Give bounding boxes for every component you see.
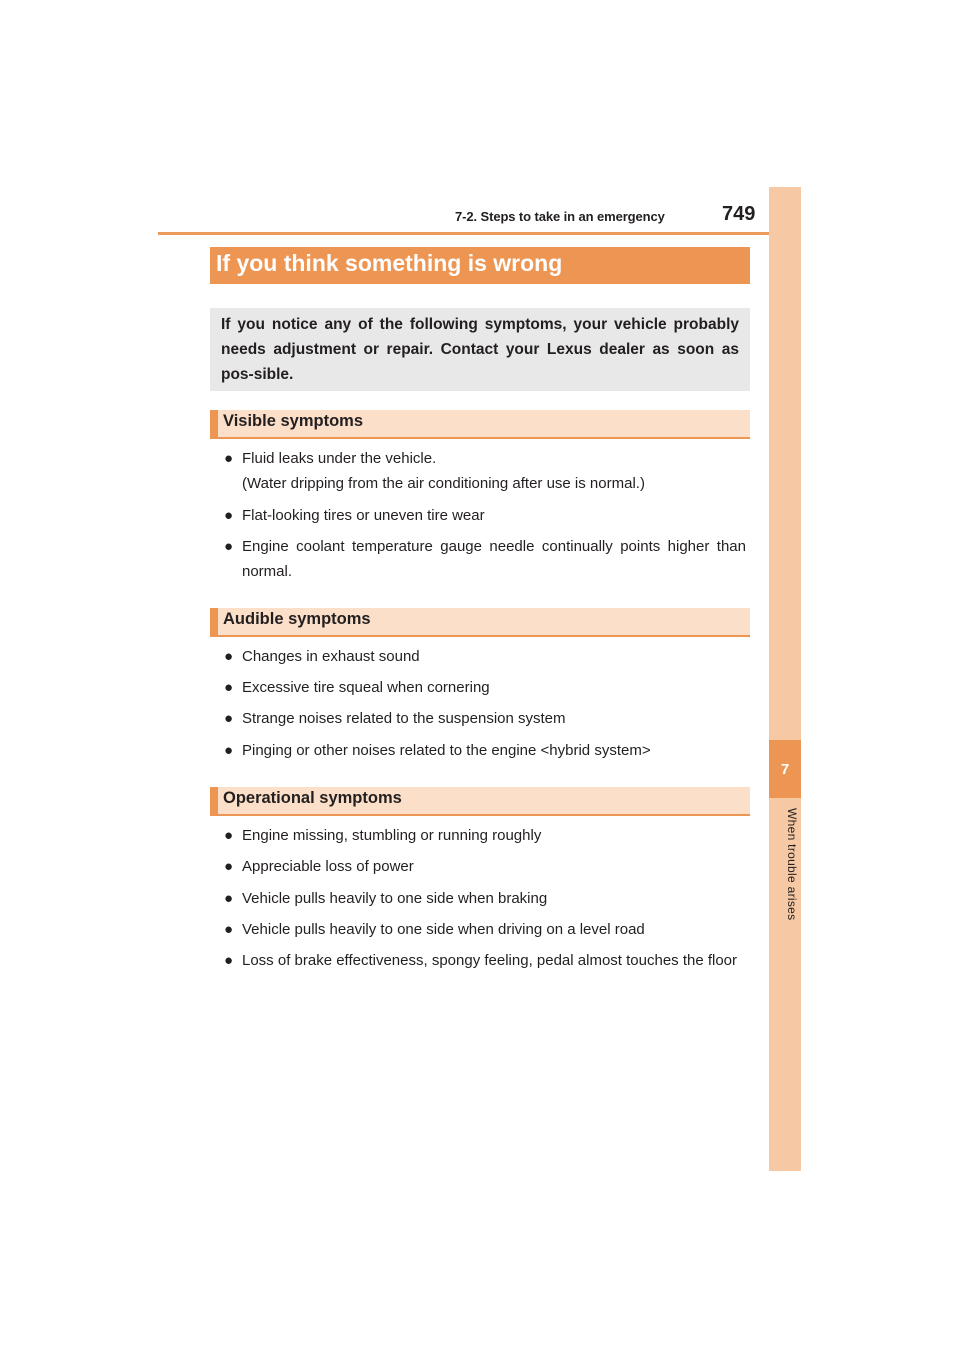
list-item	[224, 503, 746, 528]
bullet-icon: ●	[224, 648, 234, 665]
header-divider	[158, 232, 801, 235]
page-number: 749	[722, 203, 756, 225]
list-item	[224, 948, 746, 973]
list-item-text: Pinging or other noises related to the engine <hybrid system>	[242, 742, 651, 759]
bullet-icon: ●	[224, 538, 234, 555]
list-item-text: Flat-looking tires or uneven tire wear	[242, 507, 485, 524]
list-item-text: Changes in exhaust sound	[242, 648, 420, 665]
list-item-note: (Water dripping from the air conditioning after use is normal.)	[242, 475, 645, 492]
list-item-text: Vehicle pulls heavily to one side when driving on a level road	[242, 921, 645, 938]
bullet-icon: ●	[224, 858, 234, 875]
section-accent-bar	[210, 787, 218, 814]
section-title: Operational symptoms	[223, 789, 402, 807]
section-accent-bar	[210, 410, 218, 437]
list-item	[224, 534, 746, 584]
list-item-text: Vehicle pulls heavily to one side when braking	[242, 890, 548, 907]
bullet-icon: ●	[224, 921, 234, 938]
list-item	[224, 644, 746, 669]
bullet-icon: ●	[224, 952, 234, 969]
page-title: If you think something is wrong	[216, 250, 563, 276]
list-item-text: Engine missing, stumbling or running roughly	[242, 827, 542, 844]
header-section-title: 7-2. Steps to take in an emergency	[455, 209, 665, 224]
list-item-text: Excessive tire squeal when cornering	[242, 679, 490, 696]
list-item-text: Strange noises related to the suspension system	[242, 710, 566, 727]
bullet-icon: ●	[224, 742, 234, 759]
list-item	[224, 738, 746, 763]
list-item	[224, 446, 746, 496]
intro-text: If you notice any of the following symptoms, your vehicle probably needs adjustment or repair. Contact your Lexus dealer as soon as pos-sible.	[221, 316, 739, 383]
section-accent-bar	[210, 608, 218, 635]
bullet-icon: ●	[224, 710, 234, 727]
chapter-side-strip	[769, 187, 801, 1171]
bullet-icon: ●	[224, 507, 234, 524]
list-item	[224, 917, 746, 942]
bullet-icon: ●	[224, 827, 234, 844]
chapter-title: When trouble arises	[785, 808, 799, 921]
list-item	[224, 854, 746, 879]
section-header-operational	[210, 787, 750, 816]
chapter-number-tab	[769, 740, 801, 798]
bullet-icon: ●	[224, 890, 234, 907]
section-title: Audible symptoms	[223, 610, 371, 628]
list-item-text: Appreciable loss of power	[242, 858, 414, 875]
page-title-banner	[210, 247, 750, 284]
list-item-text: Loss of brake effectiveness, spongy feeling, pedal almost touches the floor	[242, 952, 738, 969]
intro-box	[210, 308, 750, 391]
list-item	[224, 823, 746, 848]
section-title: Visible symptoms	[223, 412, 364, 430]
list-item	[224, 886, 746, 911]
bullet-icon: ●	[224, 679, 234, 696]
chapter-number: 7	[780, 760, 790, 778]
bullet-icon: ●	[224, 450, 234, 467]
section-header-audible	[210, 608, 750, 637]
section-header-visible	[210, 410, 750, 439]
list-item	[224, 675, 746, 700]
list-item-text: Engine coolant temperature gauge needle continually points higher than normal.	[242, 538, 746, 580]
list-item-text: Fluid leaks under the vehicle.	[242, 450, 437, 467]
list-item	[224, 706, 746, 731]
